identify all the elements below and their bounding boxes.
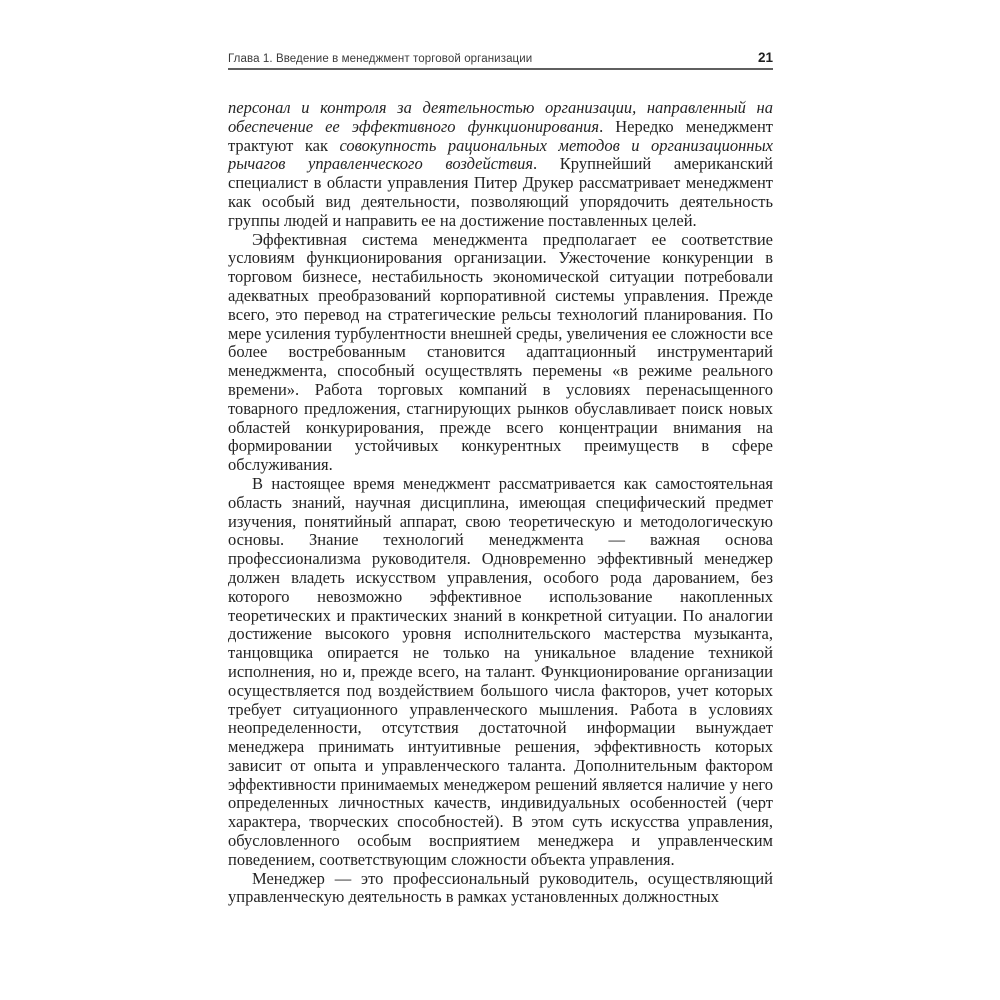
text-run: Менеджер — это профессиональный руководитель, осуществляющий управленческую деятельность в рамках установленных должностных <box>228 868 773 907</box>
paragraph <box>228 231 773 475</box>
text-run: . Крупнейший американский специалист в области управления Питер Друкер рассматривает менеджмент как особый вид деятельности, позволяющий упорядочить деятельность группы людей и направить ее на достижение поставленных целей. <box>228 154 773 230</box>
italic-text-run: персонал и контроля за деятельностью организации, направленный на обеспечение ее эффективного функционирования <box>228 98 773 136</box>
page-number: 21 <box>757 50 773 65</box>
paragraph <box>228 475 773 870</box>
text-run: . Нередко менеджмент трактуют как <box>228 116 773 155</box>
chapter-title: Глава 1. Введение в менеджмент торговой организации <box>228 53 533 65</box>
text-run: В настоящее время менеджмент рассматривается как самостоятельная область знаний, научная дисциплина, имеющая специфический предмет изучения, понятийный аппарат, свою теоретическую и методологическую основы. Знание технологий менеджмента — важная основа профессионализма руководителя. Одновременно эффективный менеджер должен владеть искусством управления, особого рода дарованием, без которого невозможно эффективное использование накопленных теоретических и практических знаний в конкретной ситуации. По аналогии достижение высокого уровня исполнительского мастерства музыканта, танцовщика опирается не только на уникальное владение техникой исполнения, но и, прежде всего, на талант. Функционирование организации осуществляется под воздействием большого числа факторов, учет которых требует ситуационного управленческого мышления. Работа в условиях неопределенности, отсутствия достаточной информации вынуждает менеджера принимать интуитивные решения, эффективность которых зависит от опыта и управленческого таланта. Дополнительным фактором эффективности принимаемых менеджером решений является наличие у него определенных личностных качеств, индивидуальных особенностей (черт характера, творческих способностей). В этом суть искусства управления, обусловленного особым восприятием менеджера и управленческим поведением, соответствующим сложности объекта управления. <box>228 473 773 869</box>
italic-text-run: совокупность рациональных методов и организационных рычагов управленческого воздействия <box>228 135 773 174</box>
text-run: Эффективная система менеджмента предполагает ее соответствие условиям функционирования организации. Ужесточение конкуренции в торговом бизнесе, нестабильность экономической ситуации потребовали адекватных преобразований корпоративной системы управления. Прежде всего, это перевод на стратегические рельсы технологий планирования. По мере усиления турбулентности внешней среды, увеличения ее сложности все более востребованным становится адаптационный инструментарий менеджмента, способный осуществлять перемены «в режиме реального времени». Работа торговых компаний в условиях перенасыщенного товарного предложения, стагнирующих рынков обуславливает поиск новых областей конкурирования, прежде всего концентрации внимания на формировании устойчивых конкурентных преимуществ в сфере обслуживания. <box>228 229 773 475</box>
running-head <box>228 50 773 70</box>
paragraph <box>228 99 773 231</box>
paragraph <box>228 870 773 908</box>
page-body <box>228 99 773 907</box>
